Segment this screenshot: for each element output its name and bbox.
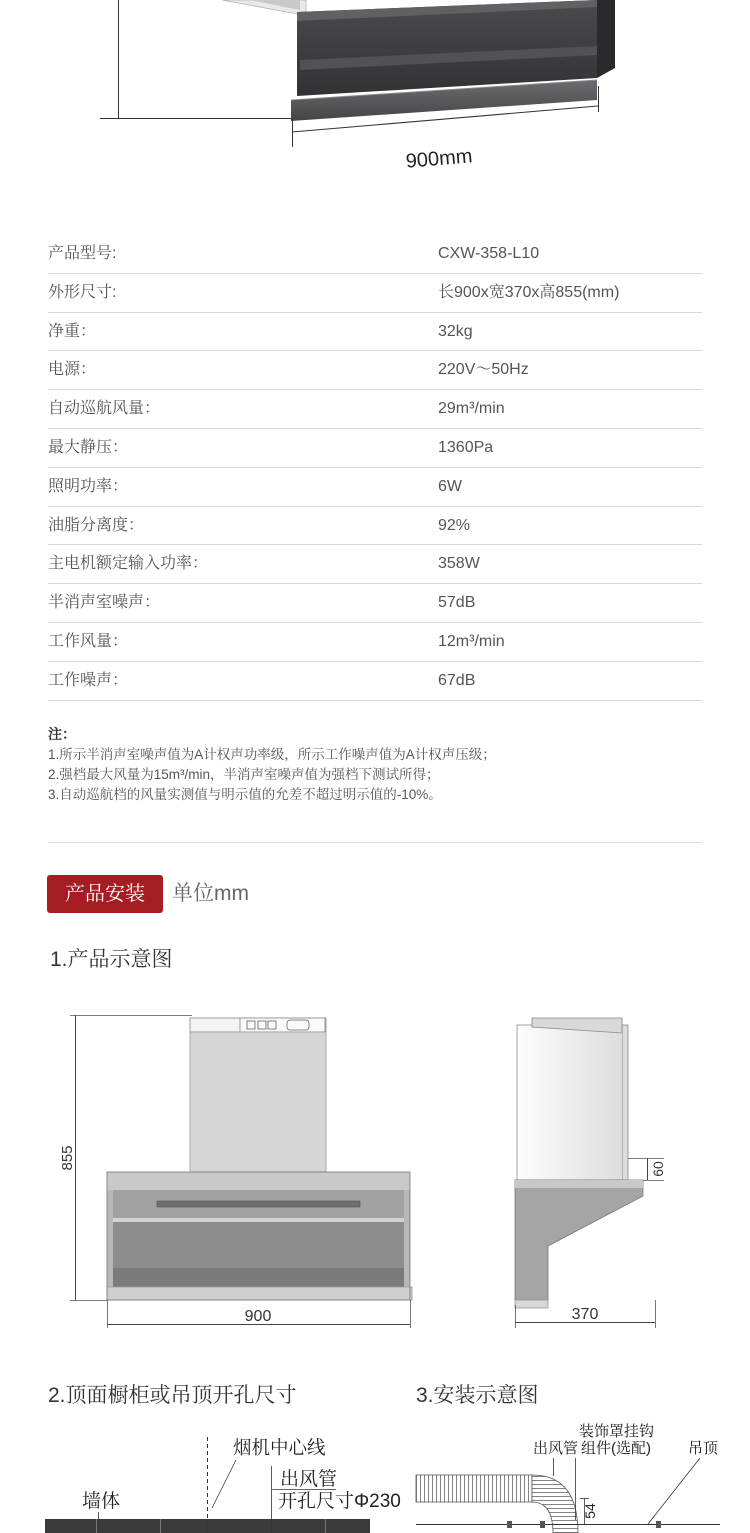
spec-value: 67dB (438, 671, 476, 689)
spec-value: 12m³/min (438, 632, 505, 650)
center-line-leader (212, 1460, 236, 1508)
spec-value: 长900x宽370x高855(mm) (438, 283, 620, 301)
ceiling-leader (648, 1458, 700, 1524)
hook-option-label: 组件(选配) (581, 1440, 651, 1457)
spec-label: 油脂分离度： (48, 516, 145, 534)
chimney-control-plate (240, 1018, 325, 1032)
install-diagram (416, 1423, 720, 1533)
range-hood-body (222, 0, 615, 121)
notes-title: 注： (48, 726, 76, 742)
spec-notes (48, 723, 702, 805)
spec-row-auto-airflow (48, 390, 702, 429)
side-hood-body (515, 1180, 643, 1300)
spec-row-working-airflow (48, 623, 702, 662)
spec-label: 外形尺寸: (48, 283, 117, 301)
spec-label: 工作噪声： (48, 671, 129, 689)
spec-value: 29m³/min (438, 400, 505, 418)
cutout-diagram-title: 2.顶面橱柜或吊顶开孔尺寸 (48, 1384, 297, 1407)
spec-table (48, 235, 702, 701)
ceiling-bracket (656, 1521, 661, 1528)
hood-top-band (107, 1172, 410, 1190)
spec-value: 92% (438, 516, 471, 534)
spec-label: 自动巡航风量： (48, 400, 161, 418)
hood-side-strip-left (107, 1190, 113, 1287)
hole-size-label: 开孔尺寸Φ230 (278, 1491, 401, 1512)
top-offset-label: 60 (650, 1161, 666, 1177)
spec-label: 净重： (48, 322, 97, 340)
hood-bottom-strip (107, 1287, 412, 1300)
spec-value: CXW-358-L10 (438, 245, 540, 262)
depth-label: 370 (571, 1306, 599, 1323)
hood-intake-slot (157, 1201, 360, 1207)
hood-front-panel (107, 1222, 410, 1268)
spec-value: 358W (438, 555, 480, 573)
ceiling-bracket (540, 1521, 545, 1528)
side-hood-top-band (515, 1180, 643, 1188)
spec-row-max-static-pressure (48, 429, 702, 468)
note-item: 2.强档最大风量为15m³/min，半消声室噪声值为强档下测试所得； (48, 767, 440, 782)
spec-value: 6W (438, 477, 462, 495)
spec-label: 电源： (48, 361, 97, 379)
install-section-badge: 产品安装 (47, 875, 163, 913)
center-line-label: 烟机中心线 (233, 1437, 326, 1458)
side-chimney-body (517, 1025, 628, 1180)
hero-width-label: 900mm (404, 145, 474, 173)
hero-extension-lines (100, 0, 292, 119)
front-view (59, 1015, 412, 1328)
spec-value: 220V～50Hz (438, 361, 529, 379)
duct-label: 出风管 (280, 1469, 338, 1490)
section-divider (48, 842, 702, 843)
height-label: 855 (59, 1145, 76, 1171)
gap-label: 54 (582, 1503, 598, 1519)
spec-label: 半消声室噪声： (48, 594, 161, 612)
side-view (515, 1018, 666, 1328)
cutout-diagram (45, 1437, 401, 1533)
range-hood-photo (0, 0, 750, 200)
install-diagram-title: 3.安装示意图 (416, 1384, 539, 1407)
spec-value: 1360Pa (438, 438, 494, 456)
hood-lower-band (107, 1268, 410, 1287)
ceiling-bracket (507, 1521, 512, 1528)
hood-trim-line (107, 1218, 410, 1222)
spec-row-anechoic-noise (48, 584, 702, 623)
ceiling-label: 吊顶 (688, 1440, 719, 1457)
spec-row-lighting-power (48, 468, 702, 507)
product-dimension-diagram (0, 1000, 750, 1340)
spec-label: 照明功率： (48, 477, 129, 495)
spec-row-motor-power (48, 545, 702, 584)
hood-side-face (597, 0, 615, 78)
spec-label: 最大静压： (48, 438, 129, 456)
spec-row-model (48, 235, 702, 274)
note-item: 3.自动巡航档的风量实测值与明示值的允差不超过明示值的-10%。 (48, 787, 442, 802)
chimney-body (190, 1032, 326, 1172)
spec-row-net-weight (48, 313, 702, 352)
spec-value: 57dB (438, 594, 476, 612)
spec-row-working-noise (48, 662, 702, 701)
spec-label: 主电机额定输入功率： (48, 555, 209, 573)
cutout-and-install-diagrams (0, 1420, 750, 1533)
side-hood-bottom-lip (515, 1300, 548, 1308)
spec-value: 32kg (438, 322, 473, 340)
spec-row-dimensions (48, 274, 702, 313)
install-duct-label: 出风管 (533, 1440, 579, 1457)
spec-label: 工作风量： (48, 632, 129, 650)
install-unit-label: 单位mm (172, 882, 249, 905)
spec-row-power-supply (48, 351, 702, 390)
note-item: 1.所示半消声室噪声值为A计权声功率级，所示工作噪声值为A计权声压级； (48, 747, 496, 762)
spec-label: 产品型号: (48, 245, 117, 262)
wall-label: 墙体 (82, 1491, 121, 1512)
hood-side-strip-right (404, 1190, 410, 1287)
spec-row-grease-separation (48, 507, 702, 546)
hook-label: 装饰罩挂钩 (579, 1423, 655, 1440)
duct-straight-section (416, 1475, 532, 1502)
width-label: 900 (244, 1308, 272, 1325)
product-diagram-title: 1.产品示意图 (50, 948, 173, 971)
